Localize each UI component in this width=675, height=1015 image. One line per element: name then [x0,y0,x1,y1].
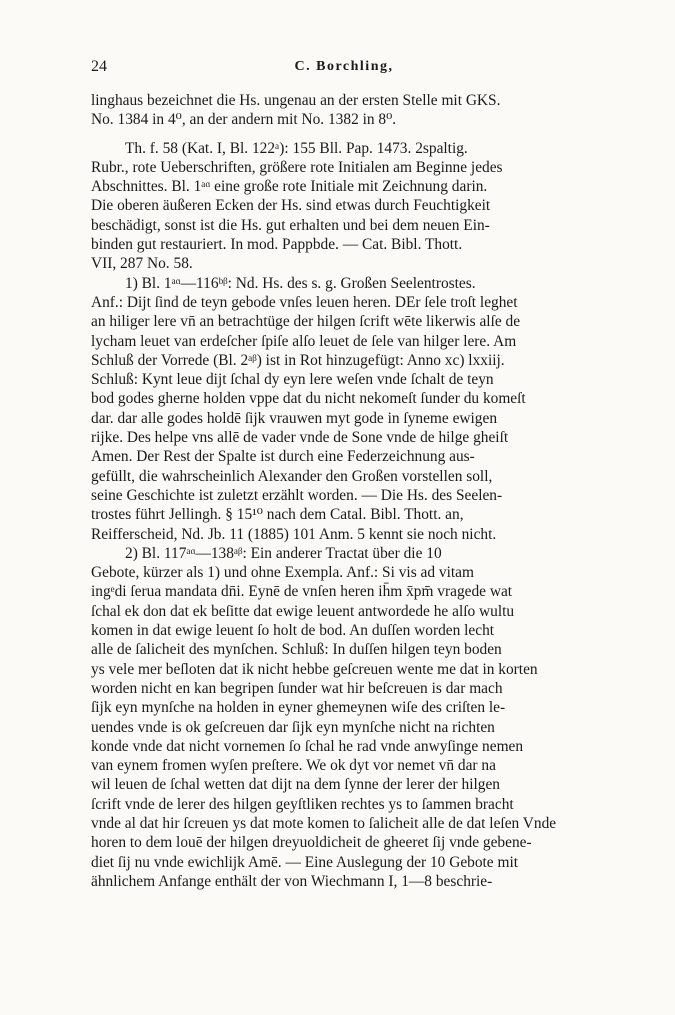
text-line: 2) Bl. 117ᵃᵅ—138ᵃᵝ: Ein anderer Tractat über die 10 [125,544,442,562]
text-line: an hiliger lere vn̄ an betrachtüge der hilgen ſcrift wēte likerwis alſe de [91,313,521,331]
text-line: dar. dar alle godes holdē ſijk vrauwen myt gode in ſyneme ewigen [91,409,498,427]
text-line: uendes vnde is ok geſcreuen dar ſijk eyn mynſche nicht na richten [91,718,495,736]
text-line: gefüllt, die wahrscheinlich Alexander den Großen vorstellen soll, [91,467,493,485]
text-line: Gebote, kürzer als 1) und ohne Exempla. Anf.: Si vis ad vitam [91,564,474,582]
page-number: 24 [91,58,107,75]
text-line: alle de ſalicheit des mynſchen. Schluß: In duſſen hilgen teyn boden [91,641,502,659]
text-line: Amen. Der Rest der Spalte ist durch eine Federzeichnung aus- [91,448,475,466]
text-line: Abschnittes. Bl. 1ᵃᵅ eine große rote Initiale mit Zeichnung darin. [91,178,488,196]
text-line: Schluß der Vorrede (Bl. 2ᵃᵝ) ist in Rot hinzugefügt: Anno xc) lxxiij. [91,351,505,369]
text-line: konde vnde dat nicht vornemen ſo ſchal he rad vnde anwyſinge nemen [91,737,524,755]
text-line: ähnlichem Anfange enthält der von Wiechmann I, 1—8 beschrie- [91,872,493,890]
text-line: Schluß: Kynt leue dijt ſchal dy eyn lere weſen vnde ſchalt de teyn [91,371,494,389]
text-line: diet ſij nu vnde ewichlijk Amē. — Eine Auslegung der 10 Gebote mit [91,853,519,871]
text-line: trostes führt Jellingh. § 15¹⁰ nach dem Catal. Bibl. Thott. an, [91,506,464,524]
text-line: ingᵉdi ſerua mandata dn̄i. Eynē de vnſen heren ih̄m x̄pm̄ vragede wat [91,583,513,601]
text-line: Reifferscheid, Nd. Jb. 11 (1885) 101 Anm. 5 kennt sie noch nicht. [91,525,497,543]
text-line: Anf.: Dijt ſind de teyn gebode vnſes leuen heren. DEr ſele troſt leghet [91,293,518,311]
text-line: van eynem fromen wyſen preſtere. We ok dyt vor nemet vn̄ dar na [91,757,496,775]
body-text [91,91,597,891]
text-line: 1) Bl. 1ᵃᵅ—116ᵇᵝ: Nd. Hs. des s. g. Großen Seelentrostes. [125,274,476,292]
paragraph-gap [91,130,597,139]
text-line: worden nicht en kan begripen ſunder wat hir beſcreuen is dar mach [91,679,503,697]
text-line: linghaus bezeichnet die Hs. ungenau an der ersten Stelle mit GKS. [91,92,501,109]
running-head: C. Borchling, [294,59,394,74]
text-line: Th. f. 58 (Kat. I, Bl. 122ᵃ): 155 Bll. Pap. 1473. 2spaltig. [125,139,468,157]
text-line: ſcrift vnde de lerer des hilgen geyſtliken rechtes ys to ſammen bracht [91,795,514,813]
text-line: wil leuen de ſchal wetten dat dijt na dem ſynne der lerer der hilgen [91,776,500,794]
text-line: komen in dat ewige leuent ſo holt de bod. An duſſen worden lecht [91,622,495,640]
text-line: horen to dem louē der hilgen dreyuoldicheit de gheeret ſij vnde gebene- [91,834,532,852]
text-line: bod godes gherne holden vppe dat du nicht nekomeſt ſunder du komeſt [91,390,526,408]
text-line: ſchal ek don dat ek beſitte dat ewige leuent antwordede he alſo wultu [91,602,515,620]
text-line: VII, 287 No. 58. [91,255,193,273]
text-line: seine Geschichte ist zuletzt erzählt worden. — Die Hs. des Seelen- [91,486,503,504]
text-line: vnde al dat hir ſcreuen ys dat mote komen to ſalicheit alle de dat leſen Vnde [91,814,557,832]
text-line: ys vele mer beſloten dat ik nicht hebbe geſcreuen wente me dat in korten [91,660,538,678]
text-line: rijke. Des helpe vns allē de vader vnde de Sone vnde de hilge gheiſt [91,429,509,447]
text-line: lycham leuet van erdeſcher ſpiſe alſo leuet de ſele van hilger lere. Am [91,332,517,350]
text-line: Die oberen äußeren Ecken der Hs. sind etwas durch Feuchtigkeit [91,197,491,215]
text-line: binden gut restauriert. In mod. Pappbde. — Cat. Bibl. Thott. [91,236,463,254]
text-line: No. 1384 in 4⁰, an der andern mit No. 1382 in 8⁰. [91,111,397,129]
text-line: Rubr., rote Ueberschriften, größere rote Initialen am Beginne jedes [91,158,503,176]
page-header [91,58,597,80]
text-line: ſijk eyn mynſche na holden in eyner ghemeynen wiſe des criſten le- [91,699,506,717]
text-line: beschädigt, sonst ist die Hs. gut erhalten und bei dem neuen Ein- [91,216,490,234]
